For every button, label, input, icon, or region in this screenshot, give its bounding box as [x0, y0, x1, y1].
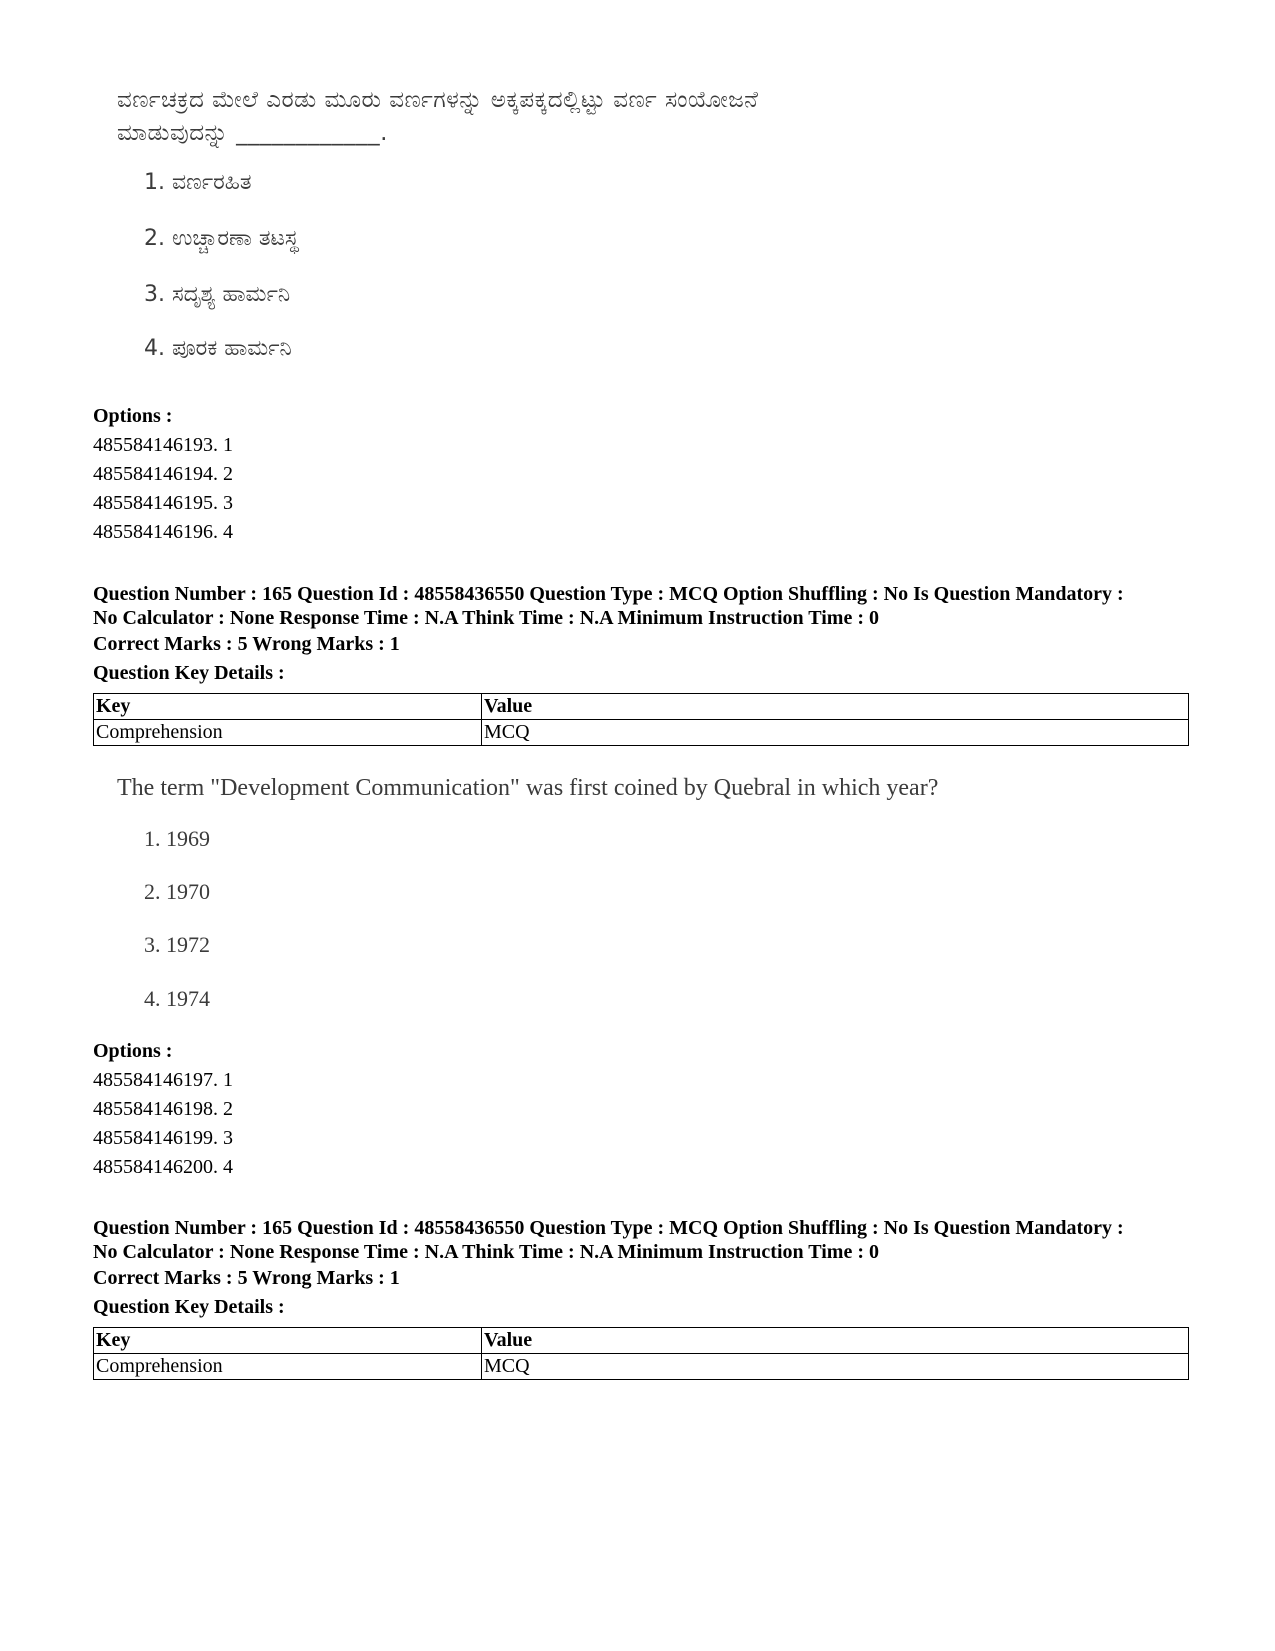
- option-item: 485584146195. 3: [93, 492, 233, 514]
- options-list: [93, 402, 1183, 547]
- option-item: 485584146198. 2: [93, 1098, 233, 1120]
- table-cell-value: MCQ: [482, 720, 1189, 746]
- table-cell-key: Comprehension: [94, 720, 482, 746]
- option-item: 485584146196. 4: [93, 521, 233, 543]
- option-item: 485584146194. 2: [93, 463, 233, 485]
- choice-4: 4. 1974: [144, 986, 210, 1011]
- key-details-heading: Question Key Details :: [93, 662, 285, 684]
- choice-3: 3. ಸದೃಶ್ಯ ಹಾರ್ಮನಿ: [144, 282, 291, 307]
- question-meta: [93, 583, 1183, 688]
- choice-3: 3. 1972: [144, 932, 210, 957]
- table-row: [94, 720, 1189, 746]
- key-details-heading: Question Key Details :: [93, 1296, 285, 1318]
- table-cell-value: MCQ: [482, 1354, 1189, 1380]
- options-heading: Options :: [93, 405, 173, 427]
- choice-2: 2. 1970: [144, 879, 210, 904]
- table-cell-key: Comprehension: [94, 1354, 482, 1380]
- choice-1: 1. ವರ್ಣರಹಿತ: [144, 170, 252, 195]
- table-header-row: [94, 694, 1189, 720]
- table-header-key: Key: [94, 1328, 482, 1354]
- table-row: [94, 1354, 1189, 1380]
- option-item: 485584146193. 1: [93, 434, 233, 456]
- marks-line: Correct Marks : 5 Wrong Marks : 1: [93, 633, 400, 655]
- key-value-table: [93, 1327, 1189, 1380]
- marks-line: Correct Marks : 5 Wrong Marks : 1: [93, 1267, 400, 1289]
- table-header-value: Value: [482, 694, 1189, 720]
- question-stem-line-1: ವರ್ಣಚಕ್ರದ ಮೇಲೆ ಎರಡು ಮೂರು ವರ್ಣಗಳನ್ನು ಅಕ್ಕಪಕ್ಕದಲ್ಲಿಟ್ಟು ವರ್ಣ ಸಂಯೋಜನೆ: [117, 87, 759, 113]
- options-list: [93, 1037, 1183, 1182]
- table-header-value: Value: [482, 1328, 1189, 1354]
- choice-2: 2. ಉಚ್ಚಾರಣಾ ತಟಸ್ಥ: [144, 226, 299, 251]
- choice-1: 1. 1969: [144, 826, 210, 851]
- question-meta: [93, 1217, 1183, 1322]
- choice-4: 4. ಪೂರಕ ಹಾರ್ಮನಿ: [144, 336, 292, 361]
- table-header-key: Key: [94, 694, 482, 720]
- option-item: 485584146199. 3: [93, 1127, 233, 1149]
- options-heading: Options :: [93, 1040, 173, 1062]
- question-stem: The term "Development Communication" was first coined by Quebral in which year?: [117, 775, 939, 801]
- option-item: 485584146197. 1: [93, 1069, 233, 1091]
- key-value-table: [93, 693, 1189, 746]
- question-meta-line-2: No Calculator : None Response Time : N.A Think Time : N.A Minimum Instruction Time : 0: [93, 1240, 879, 1263]
- question-image-kannada: [117, 84, 1017, 384]
- table-header-row: [94, 1328, 1189, 1354]
- question-meta-line-2: No Calculator : None Response Time : N.A Think Time : N.A Minimum Instruction Time : 0: [93, 606, 879, 629]
- question-image-english: [117, 772, 1017, 1022]
- question-meta-line-1: Question Number : 165 Question Id : 48558436550 Question Type : MCQ Option Shuffling : No Is Question Mandatory :: [93, 1217, 1124, 1239]
- question-stem-line-2: ಮಾಡುವುದನ್ನು ____________.: [117, 120, 388, 146]
- option-item: 485584146200. 4: [93, 1156, 233, 1178]
- question-meta-line-1: Question Number : 165 Question Id : 48558436550 Question Type : MCQ Option Shuffling : No Is Question Mandatory :: [93, 583, 1124, 605]
